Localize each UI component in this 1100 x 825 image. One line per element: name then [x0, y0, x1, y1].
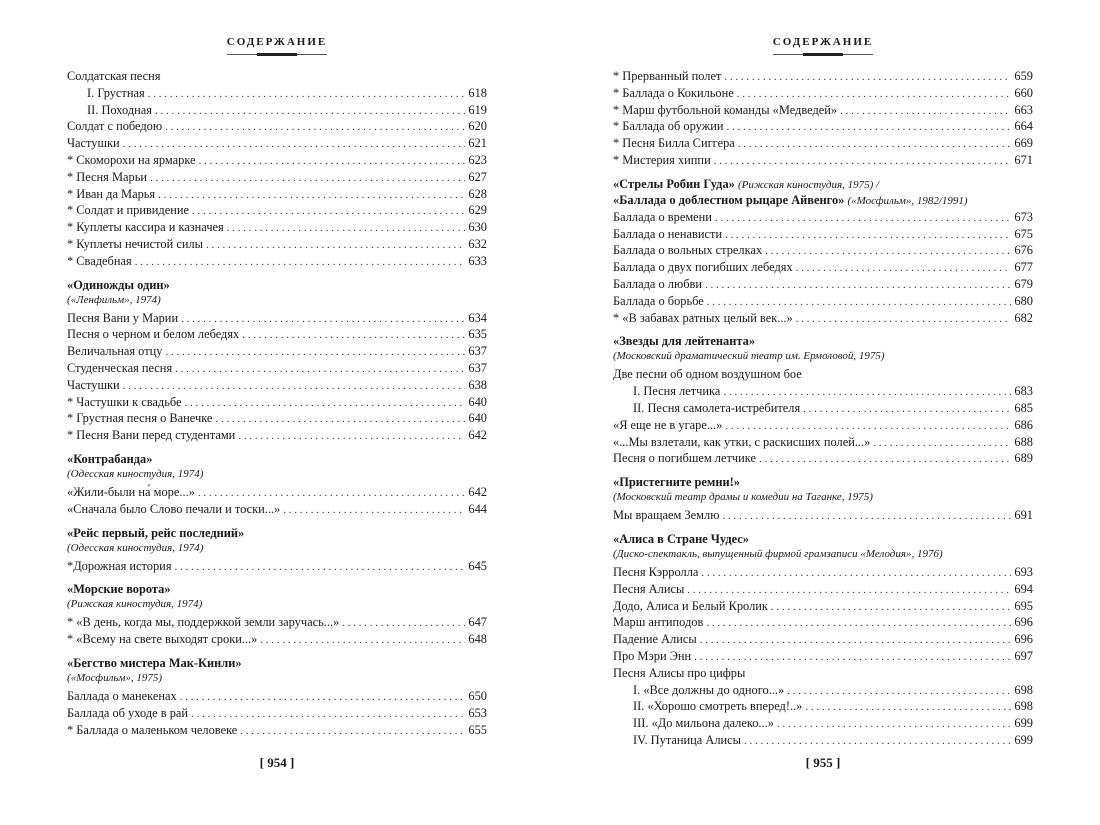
toc-entry-page: 637: [468, 344, 487, 359]
table-of-contents: [67, 68, 487, 738]
dot-leader: [765, 243, 1011, 260]
section-title-text: «Пристегните ремни!»: [613, 475, 740, 490]
toc-entry-title: Студенческая песня: [67, 360, 173, 375]
toc-entry-title: * «Всему на свете выходят сроки...»: [67, 632, 258, 647]
section-title-text: «Баллада о доблестном рыцаре Айвенго»: [613, 192, 845, 207]
toc-entry-page: 673: [1014, 209, 1033, 224]
toc-entry-page: 660: [1014, 85, 1033, 100]
dot-leader: [787, 683, 1011, 700]
toc-entry-page: 694: [1014, 581, 1033, 596]
toc-entry-page: 632: [468, 236, 487, 251]
toc-entry-title: * «В забавах ратных целый век...»: [613, 310, 793, 325]
toc-entry-page: 621: [468, 136, 487, 151]
section-title: [67, 452, 487, 467]
dot-leader: [342, 615, 465, 632]
page-number: [ 954 ]: [259, 755, 295, 770]
section-title-text: «Морские ворота»: [67, 582, 171, 597]
dot-leader: [192, 203, 465, 220]
toc-entry-page: 671: [1014, 152, 1033, 167]
toc-entry-title: Частушки: [67, 377, 120, 392]
toc-entry: [67, 360, 487, 377]
dot-leader: [175, 361, 465, 378]
toc-entry-page: 629: [468, 203, 487, 218]
toc-entry-page: 685: [1014, 400, 1033, 415]
section-studio-note: (Рижская киностудия, 1975) /: [737, 178, 880, 191]
toc-entry-page: 650: [468, 688, 487, 703]
toc-entry: [67, 326, 487, 343]
toc-entry-page: 655: [468, 722, 487, 737]
dot-leader: [724, 69, 1011, 86]
toc-entry: [67, 310, 487, 327]
section-heading: [67, 582, 487, 611]
dot-leader: [191, 706, 465, 723]
toc-entry: [67, 169, 487, 186]
section-title-text: «Одиножды один»: [67, 277, 170, 292]
section-studio-note: («Мосфильм», 1975): [67, 671, 163, 684]
dot-leader: [701, 565, 1011, 582]
toc-entry-page: 698: [1014, 682, 1033, 697]
toc-entry: [613, 310, 1033, 327]
toc-entry: [67, 343, 487, 360]
toc-entry: [67, 186, 487, 203]
section-studio-note: («Ленфильм», 1974): [67, 293, 161, 306]
toc-entry-page: 699: [1014, 732, 1033, 747]
section-title: [613, 475, 1033, 490]
dot-leader: [184, 395, 465, 412]
toc-entry-title: Баллада о манекенах: [67, 688, 177, 703]
toc-entry: [613, 85, 1033, 102]
dot-leader: [260, 632, 465, 649]
toc-entry-page: 633: [468, 253, 487, 268]
section-title-text: «Стрелы Робин Гуда»: [613, 176, 735, 191]
toc-entry-page: 679: [1014, 276, 1033, 291]
toc-entry-page: 637: [468, 360, 487, 375]
section-heading: [613, 532, 1033, 561]
section-title: [67, 582, 487, 597]
dot-leader: [726, 119, 1011, 136]
toc-entry-title: Баллада о любви: [613, 276, 703, 291]
toc-entry-title: II. Походная: [87, 102, 152, 117]
toc-entry: [67, 501, 487, 518]
dot-leader: [206, 237, 465, 254]
dot-leader: [158, 187, 465, 204]
toc-entry-page: 653: [468, 705, 487, 720]
toc-entry-page: 638: [468, 377, 487, 392]
toc-entry: [67, 219, 487, 236]
toc-entry-title: Баллада о ненависти: [613, 226, 723, 241]
toc-entry: [613, 715, 1033, 732]
toc-entry-title: Баллада о борьбе: [613, 293, 704, 308]
toc-entry-page: 640: [468, 394, 487, 409]
toc-entry-title: * Баллада о маленьком человеке: [67, 722, 238, 737]
section-heading: [67, 656, 487, 685]
section-title: [613, 532, 1033, 547]
toc-entry: [67, 722, 487, 739]
toc-entry-page: 659: [1014, 69, 1033, 83]
toc-entry: [67, 688, 487, 705]
dot-leader: [707, 294, 1012, 311]
dot-leader: [135, 254, 466, 271]
dot-leader: [706, 615, 1011, 632]
toc-entry-page: 619: [468, 102, 487, 117]
section-title-text: «Звезды для лейтенанта»: [613, 334, 756, 349]
toc-entry-title: Солдат с победою: [67, 119, 163, 134]
toc-entry: [67, 427, 487, 444]
toc-entry-page: 697: [1014, 648, 1033, 663]
toc-entry-title: * Грустная песня о Ванечке: [67, 411, 213, 426]
page-number: [ 955 ]: [805, 755, 841, 770]
toc-entry-title: IV. Путаница Алисы: [633, 732, 741, 747]
section-heading: [67, 452, 487, 481]
toc-entry: [613, 598, 1033, 615]
toc-entry: [67, 377, 487, 394]
toc-entry-title: * Прерванный полет: [613, 69, 722, 83]
toc-entry: [67, 558, 487, 575]
toc-entry-title: * Куплеты нечистой силы: [67, 236, 203, 251]
running-head: СОДЕРЖАНИЕ: [226, 36, 328, 48]
dot-leader: [744, 733, 1011, 750]
dot-leader: [705, 277, 1011, 294]
dot-leader: [796, 311, 1012, 328]
toc-entry-title: * «В день, когда мы, поддержкой земли заручась...»: [67, 615, 340, 630]
toc-entry-page: 635: [468, 327, 487, 342]
dot-leader: [283, 502, 465, 519]
toc-entry: [613, 209, 1033, 226]
head-ornament-rule: [773, 54, 873, 55]
toc-entry: [613, 226, 1033, 243]
toc-entry: [67, 253, 487, 270]
section-studio-note: (Московский театр драмы и комедии на Таганке, 1975): [613, 491, 873, 504]
toc-entry-page: 699: [1014, 716, 1033, 731]
toc-entry-title: Две песни об одном воздушном бое: [613, 367, 802, 382]
toc-entry-title: Баллада о времени: [613, 209, 712, 224]
section-studio-note: (Одесская киностудия, 1974): [67, 467, 204, 480]
toc-entry-title: * Свадебная: [67, 253, 132, 268]
dot-leader: [687, 582, 1011, 599]
toc-entry-title: Частушки: [67, 136, 120, 151]
dot-leader: [198, 485, 466, 502]
toc-entry-title: * Песня Марьи: [67, 169, 147, 184]
toc-entry: [67, 484, 487, 501]
dot-leader: [725, 418, 1011, 435]
toc-entry-page: 686: [1014, 417, 1033, 432]
toc-entry: [613, 564, 1033, 581]
right-page: [613, 0, 1033, 825]
dot-leader: [803, 401, 1011, 418]
dot-leader: [123, 136, 466, 153]
toc-entry-page: 634: [468, 310, 487, 325]
toc-entry-page: 642: [468, 484, 487, 499]
section-heading: [613, 177, 1033, 209]
toc-entry: [67, 135, 487, 152]
dot-leader: [796, 260, 1012, 277]
toc-entry-title: * Иван да Марья: [67, 186, 156, 201]
toc-entry-title: Баллада о двух погибших лебедях: [613, 260, 793, 275]
dot-leader: [215, 411, 465, 428]
section-heading: [67, 278, 487, 307]
toc-entry-page: 618: [468, 85, 487, 100]
dot-leader: [840, 103, 1011, 120]
dot-leader: [694, 649, 1011, 666]
toc-entry-title: * Баллада об оружии: [613, 119, 724, 134]
toc-entry-page: 669: [1014, 136, 1033, 151]
dot-leader: [725, 227, 1011, 244]
dot-leader: [165, 344, 465, 361]
toc-entry-title: Песня о черном и белом лебедях: [67, 327, 240, 342]
section-title: [67, 526, 487, 541]
section-title-text: «Алиса в Стране Чудес»: [613, 531, 749, 546]
toc-entry-page: 689: [1014, 451, 1033, 466]
section-heading: [613, 334, 1033, 363]
toc-entry-title: I. «Все должны до одного...»: [633, 682, 785, 697]
running-head: СОДЕРЖАНИЕ: [772, 36, 874, 48]
toc-entry-title: * Марш футбольной команды «Медведей»: [613, 102, 838, 117]
toc-entry: [67, 705, 487, 722]
toc-entry: [613, 450, 1033, 467]
toc-entry: [613, 434, 1033, 451]
toc-entry-page: 675: [1014, 226, 1033, 241]
section-studio-note: (Рижская киностудия, 1974): [67, 598, 203, 611]
toc-entry-title: «Я еще не в угаре...»: [613, 417, 723, 432]
toc-entry-page: 696: [1014, 632, 1033, 647]
toc-entry-page: 680: [1014, 293, 1033, 308]
dot-leader: [199, 153, 466, 170]
section-studio-note: (Московский драматический театр им. Ермоловой, 1975): [613, 350, 885, 363]
section-heading: [67, 526, 487, 555]
toc-entry-page: 693: [1014, 564, 1033, 579]
dot-leader: [150, 170, 465, 187]
toc-entry: [613, 259, 1033, 276]
toc-entry-title: II. «Хорошо смотреть вперед!..»: [633, 699, 803, 714]
toc-entry: [67, 118, 487, 135]
toc-entry: [67, 85, 487, 102]
toc-entry-title: Марш антиподов: [613, 615, 704, 630]
toc-entry: [613, 276, 1033, 293]
dot-leader: [805, 699, 1011, 716]
toc-entry-title: * Солдат и привидение: [67, 203, 190, 218]
toc-entry: [67, 236, 487, 253]
toc-entry: [613, 698, 1033, 715]
toc-entry: [613, 631, 1033, 648]
toc-entry: [613, 152, 1033, 169]
toc-entry-title: Песня Алисы: [613, 581, 685, 596]
toc-entry: [613, 102, 1033, 119]
dot-leader: [715, 210, 1011, 227]
dot-leader: [737, 86, 1012, 103]
toc-entry-title: «Сначала было Слово печали и тоски...»: [67, 501, 281, 516]
section-title: [613, 334, 1033, 349]
toc-entry-title: * Баллада о Кокильоне: [613, 85, 734, 100]
toc-entry: [613, 682, 1033, 699]
toc-entry-title: * Песня Вани перед студентами: [67, 428, 236, 443]
toc-entry-title: Песня Алисы про цифры: [613, 665, 746, 680]
dot-leader: [777, 716, 1011, 733]
dot-leader: [700, 632, 1012, 649]
toc-entry-title: * Песня Билла Сиггера: [613, 136, 735, 151]
toc-entry: [67, 631, 487, 648]
toc-entry: [613, 400, 1033, 417]
toc-entry-page: 630: [468, 220, 487, 235]
toc-entry: [613, 293, 1033, 310]
toc-entry-page: 688: [1014, 434, 1033, 449]
toc-entry-title: *Дорожная история: [67, 558, 172, 573]
toc-entry-page: 620: [468, 119, 487, 134]
toc-entry: [613, 135, 1033, 152]
dot-leader: [759, 451, 1011, 468]
toc-entry-page: 696: [1014, 615, 1033, 630]
toc-entry-title: I. Грустная: [87, 85, 145, 100]
toc-entry: [67, 202, 487, 219]
dot-leader: [873, 435, 1011, 452]
toc-entry-page: 677: [1014, 260, 1033, 275]
toc-entry-title: III. «До мильона далеко...»: [633, 716, 774, 731]
head-ornament-rule: [227, 54, 327, 55]
toc-entry-page: 691: [1014, 508, 1033, 523]
toc-entry-page: 683: [1014, 384, 1033, 399]
toc-entry-title: Песня Кэрролла: [613, 564, 699, 579]
dot-leader: [240, 723, 465, 740]
toc-entry-page: 627: [468, 169, 487, 184]
dot-leader: [123, 378, 466, 395]
dot-leader: [165, 119, 465, 136]
toc-entry: [613, 417, 1033, 434]
toc-entry-title: I. Песня летчика: [633, 384, 721, 399]
toc-entry-page: 640: [468, 411, 487, 426]
dot-leader: [714, 153, 1012, 170]
toc-entry-page: 647: [468, 615, 487, 630]
toc-entry: [613, 383, 1033, 400]
dot-leader: [181, 311, 465, 328]
toc-entry-page: 664: [1014, 119, 1033, 134]
toc-entry-title: Про Мэри Энн: [613, 648, 692, 663]
toc-entry: [613, 581, 1033, 598]
toc-entry-title: Баллада о вольных стрелках: [613, 243, 763, 258]
toc-entry-page: 644: [468, 501, 487, 516]
toc-entry-title: Величальная отцу: [67, 344, 163, 359]
toc-entry-page: 628: [468, 186, 487, 201]
toc-entry: [613, 507, 1033, 524]
dot-leader: [175, 559, 466, 576]
toc-entry-title: * Мистерия хиппи: [613, 152, 711, 167]
toc-entry-title: Песня о погибшем летчике: [613, 451, 756, 466]
section-title-text: «Контрабанда»: [67, 451, 153, 466]
toc-entry: [613, 366, 1033, 383]
section-title: [67, 278, 487, 293]
toc-entry: [613, 648, 1033, 665]
toc-entry: [67, 614, 487, 631]
section-title-text: «Рейс первый, рейс последний»: [67, 525, 245, 540]
toc-entry-title: Падение Алисы: [613, 632, 697, 647]
left-page: [67, 0, 487, 825]
toc-entry-page: 623: [468, 152, 487, 167]
toc-entry-page: 682: [1014, 310, 1033, 325]
toc-entry-page: 642: [468, 428, 487, 443]
dot-leader: [242, 327, 465, 344]
toc-entry-title: Песня Вани у Марии: [67, 310, 179, 325]
toc-entry: [67, 394, 487, 411]
toc-entry-title: «...Мы взлетали, как утки, с раскисших полей...»: [613, 434, 871, 449]
dot-leader: [771, 599, 1012, 616]
toc-entry-title: Додо, Алиса и Белый Кролик: [613, 598, 768, 613]
toc-entry-page: 648: [468, 632, 487, 647]
toc-entry-title: Солдатская песня: [67, 69, 161, 83]
section-title-text: «Бегство мистера Мак-Кинли»: [67, 655, 242, 670]
dot-leader: [722, 508, 1011, 525]
section-heading: [613, 475, 1033, 504]
dot-leader: [227, 220, 466, 237]
toc-entry: [67, 410, 487, 427]
toc-entry-title: * Куплеты кассира и казначея: [67, 220, 224, 235]
toc-entry-title: * Частушки к свадьбе: [67, 394, 182, 409]
section-studio-note: (Диско-спектакль, выпущенный фирмой грамзаписи «Мелодия», 1976): [613, 547, 943, 560]
dot-leader: [180, 689, 466, 706]
section-title: [613, 193, 1033, 209]
toc-entry-title: II. Песня самолета-истребителя: [633, 400, 801, 415]
toc-entry-page: 645: [468, 558, 487, 573]
section-studio-note: (Одесская киностудия, 1974): [67, 541, 204, 554]
section-title: [613, 177, 1033, 193]
section-studio-note: («Мосфильм», 1982/1991): [847, 194, 968, 207]
toc-entry-title: «Жили-были на́ море...»: [67, 484, 195, 499]
dot-leader: [738, 136, 1012, 153]
toc-entry: [613, 732, 1033, 749]
toc-entry: [613, 242, 1033, 259]
dot-leader: [238, 428, 465, 445]
section-title: [67, 656, 487, 671]
toc-entry: [67, 152, 487, 169]
dot-leader: [723, 384, 1011, 401]
toc-entry: [613, 665, 1033, 682]
toc-entry-page: 663: [1014, 102, 1033, 117]
dot-leader: [155, 103, 465, 120]
toc-entry-title: Мы вращаем Землю: [613, 508, 720, 523]
toc-entry: [613, 118, 1033, 135]
toc-entry: [67, 102, 487, 119]
toc-entry-page: 676: [1014, 243, 1033, 258]
toc-entry: [613, 614, 1033, 631]
toc-entry-page: 698: [1014, 699, 1033, 714]
toc-entry: [613, 68, 1033, 85]
table-of-contents: [613, 68, 1033, 749]
toc-entry: [67, 68, 487, 85]
dot-leader: [148, 86, 466, 103]
toc-entry-title: Баллада об уходе в рай: [67, 705, 189, 720]
toc-entry-title: * Скоморохи на ярмарке: [67, 152, 196, 167]
toc-entry-page: 695: [1014, 598, 1033, 613]
